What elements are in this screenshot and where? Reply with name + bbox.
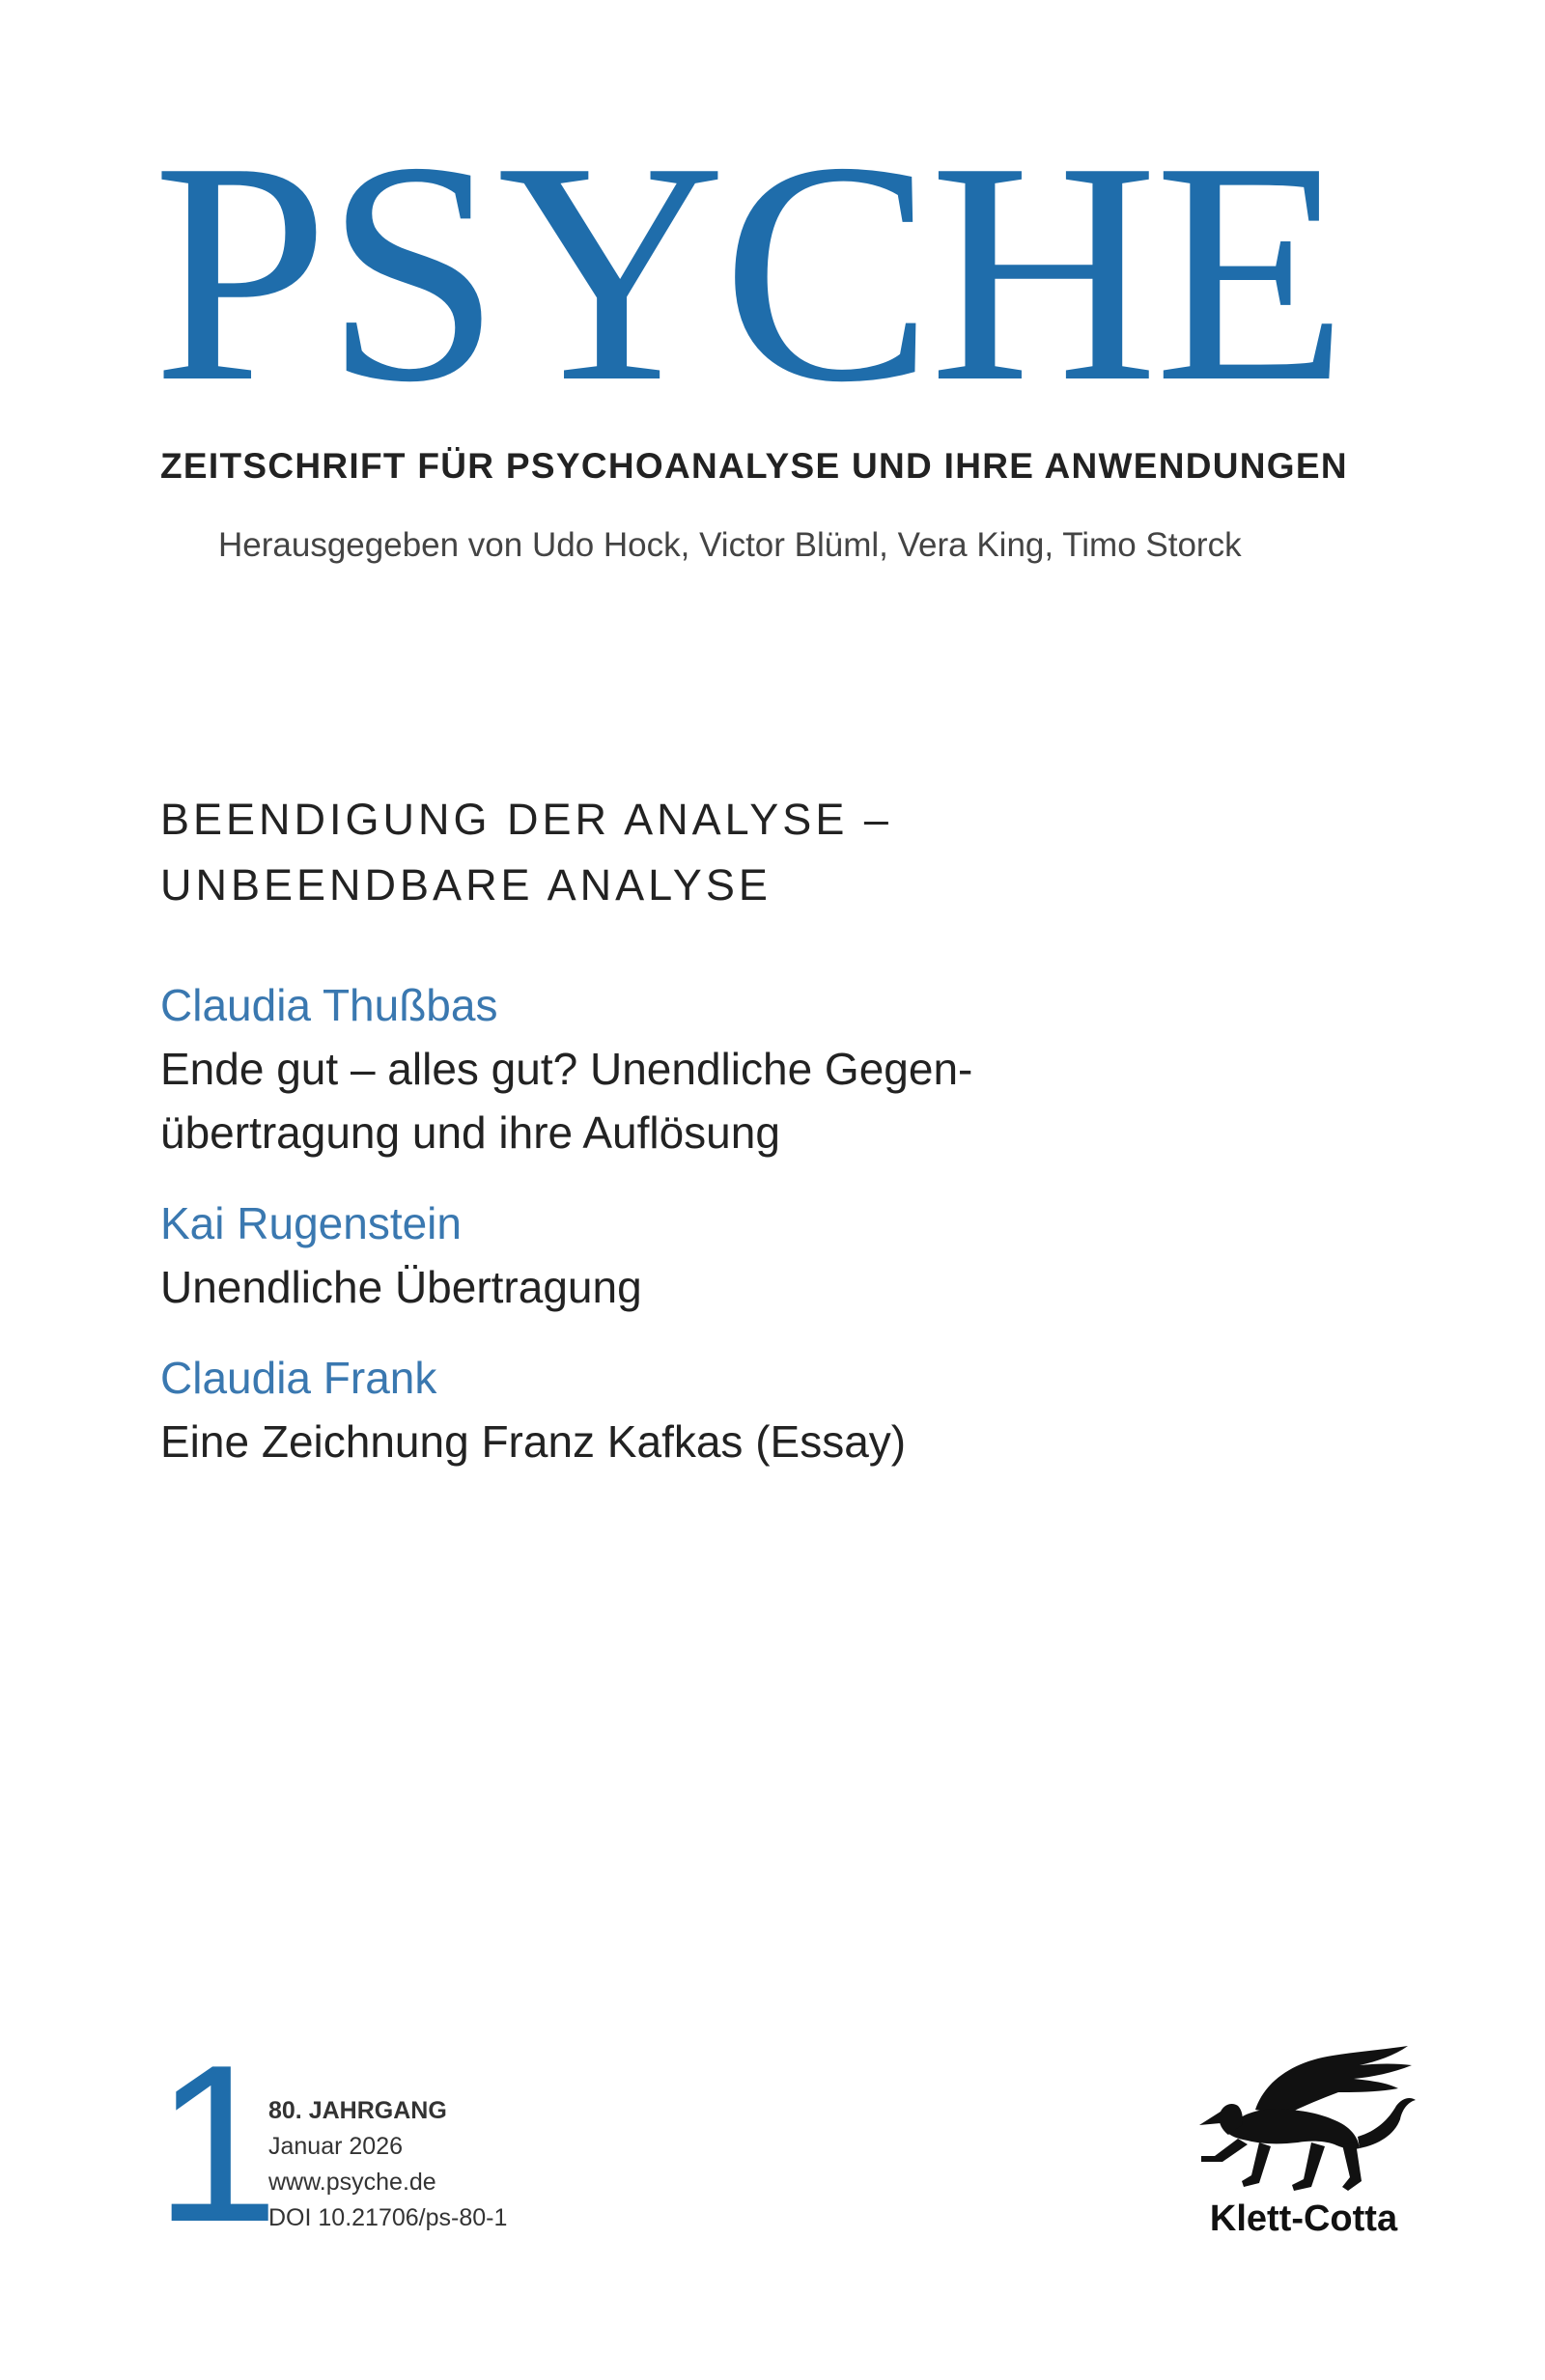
- doi-label: DOI 10.21706/ps-80-1: [268, 2204, 508, 2231]
- issue-theme-line-1: BEENDIGUNG DER ANALYSE –: [160, 795, 892, 844]
- publisher-name: Klett-Cotta: [1209, 2198, 1398, 2239]
- publisher-logo: [1188, 2042, 1419, 2245]
- article-item: [160, 1346, 1222, 1473]
- issue-imprint: [268, 2093, 507, 2236]
- issue-date: Januar 2026: [268, 2133, 404, 2160]
- article-item: [160, 973, 1222, 1164]
- article-item: [160, 1191, 1222, 1319]
- article-title-line-1: Ende gut – alles gut? Unendliche Gegen-: [160, 1044, 973, 1094]
- issue-theme: [160, 787, 892, 918]
- volume-label: 80. JAHRGANG: [268, 2097, 447, 2124]
- journal-subtitle: ZEITSCHRIFT FÜR PSYCHOANALYSE UND IHRE ANWENDUNGEN: [160, 446, 1348, 486]
- article-title-line-1: Unendliche Übertragung: [160, 1262, 642, 1312]
- article-author: Claudia Thußbas: [160, 980, 498, 1030]
- article-author: Claudia Frank: [160, 1353, 437, 1403]
- article-list: [160, 973, 1222, 1500]
- editors-line: Herausgegeben von Udo Hock, Victor Blüml, Vera King, Timo Storck: [218, 526, 1242, 564]
- website-link: www.psyche.de: [268, 2169, 436, 2196]
- issue-theme-line-2: UNBEENDBARE ANALYSE: [160, 860, 772, 910]
- article-author: Kai Rugenstein: [160, 1198, 462, 1248]
- griffin-icon: [1188, 2042, 1419, 2201]
- article-title-line-2: übertragung und ihre Auflösung: [160, 1107, 780, 1158]
- article-title-line-1: Eine Zeichnung Franz Kafkas (Essay): [160, 1416, 907, 1467]
- journal-title: PSYCHE: [153, 97, 1344, 447]
- issue-number: 1: [154, 2019, 280, 2269]
